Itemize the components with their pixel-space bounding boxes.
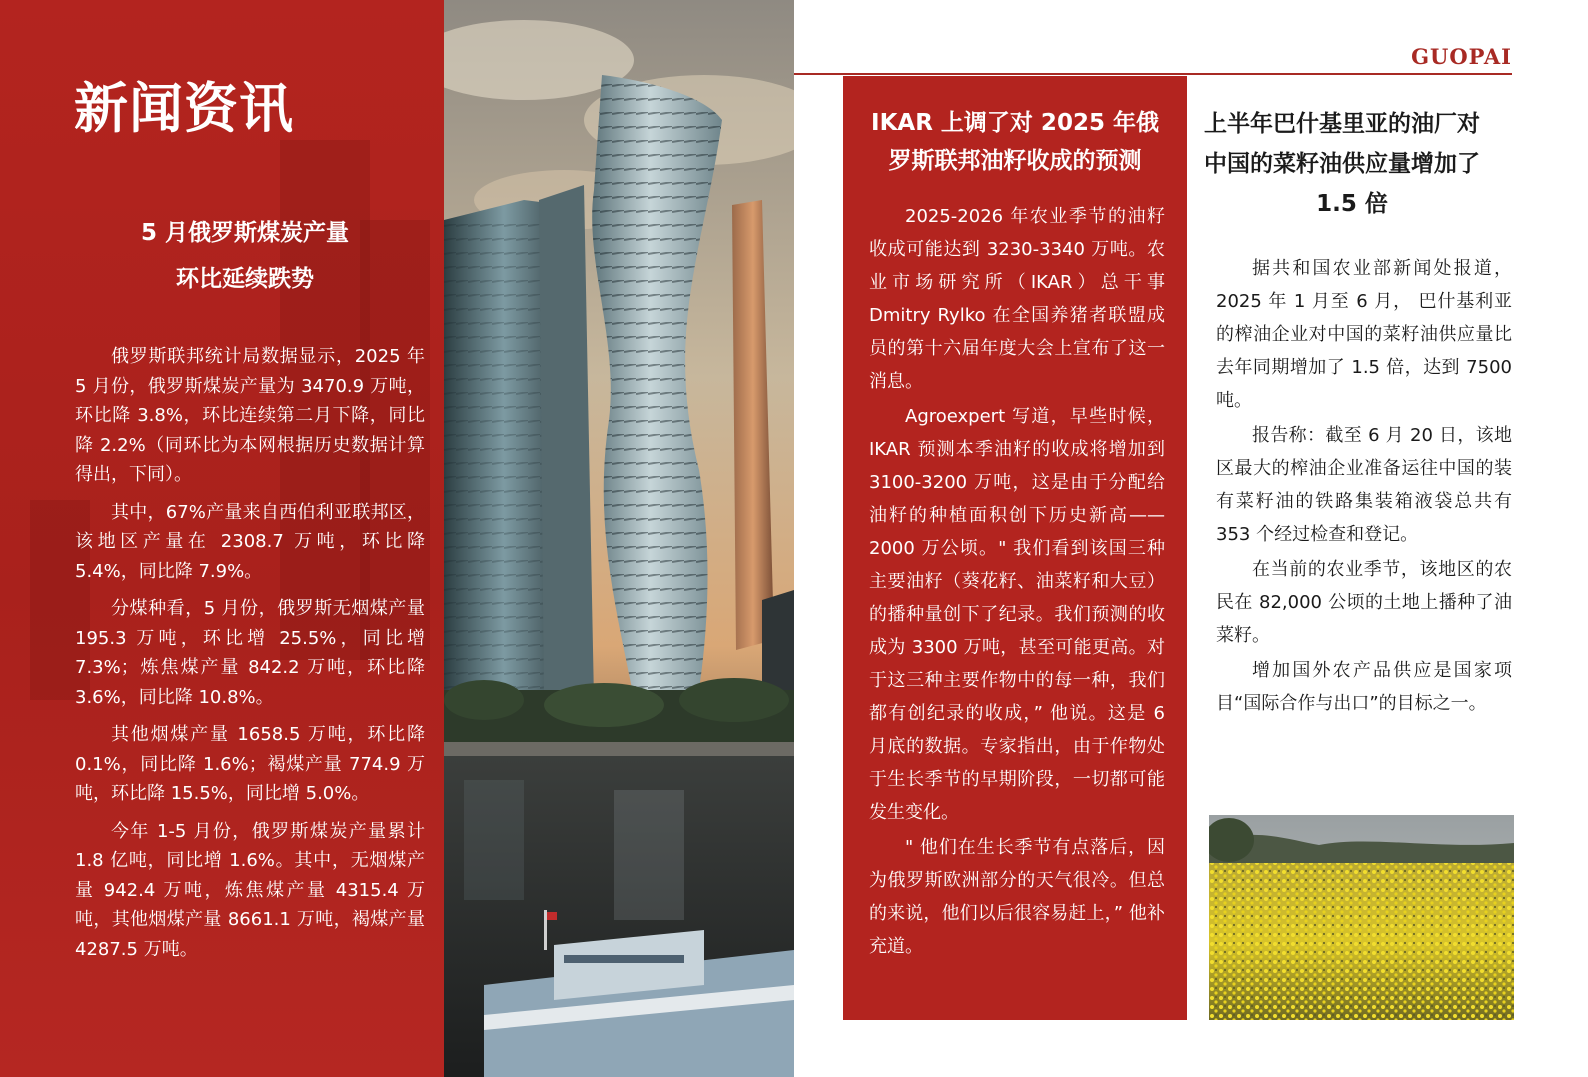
article-oilseed-panel: [843, 76, 1187, 1020]
article-oilseed-title: [843, 104, 1187, 180]
article-oilseed-paragraph: 2025-2026 年农业季节的油籽收成可能达到 3230-3340 万吨。农业市场研究所（IKAR）总干事 Dmitry Rylko 在全国养猪者联盟成员的第十六届年度大会上宣布了这一消息。: [869, 206, 1165, 392]
article-rapeseed-paragraph: 据共和国农业部新闻处报道，2025 年 1 月至 6 月， 巴什基利亚的榨油企业对中国的菜籽油供应量比去年同期增加了 1.5 倍，达到 7500 吨。: [1216, 258, 1512, 411]
article-coal-title-line2: 环比延续跌势: [176, 266, 314, 292]
section-title: 新闻资讯: [74, 77, 294, 140]
article-rapeseed-title-line2: 中国的菜籽油供应量增加了: [1204, 151, 1480, 177]
article-oilseed-title-line1: IKAR 上调了对 2025 年俄: [871, 110, 1159, 136]
rapeseed-field-photo: [1209, 815, 1514, 1020]
left-red-panel: [0, 0, 444, 1077]
article-oilseed-title-line2: 罗斯联邦油籽收成的预测: [888, 148, 1142, 174]
article-rapeseed-paragraph: 在当前的农业季节，该地区的农民在 82,000 公顷的土地上播种了油菜籽。: [1216, 559, 1512, 646]
article-oilseed-paragraph: " 他们在生长季节有点落后，因为俄罗斯欧洲部分的天气很冷。但总的来说，他们以后很容易赶上，” 他补充道。: [869, 837, 1165, 957]
article-coal-paragraph: 今年 1-5 月份，俄罗斯煤炭产量累计 1.8 亿吨，同比增 1.6%。其中，无烟煤产量 942.4 万吨，炼焦煤产量 4315.4 万吨，其他烟煤产量 8661.1 万吨，褐煤产量 4287.5 万吨。: [75, 820, 425, 960]
article-coal-paragraph: 其他烟煤产量 1658.5 万吨，环比降 0.1%，同比降 1.6%；褐煤产量 774.9 万吨，环比降 15.5%，同比增 5.0%。: [75, 724, 425, 804]
article-oilseed-body: [869, 200, 1165, 965]
article-coal-title-line1: 5 月俄罗斯煤炭产量: [140, 220, 349, 246]
article-coal-paragraph: 俄罗斯联邦统计局数据显示，2025 年 5 月份，俄罗斯煤炭产量为 3470.9 万吨，环比降 3.8%，环比连续第二月下降，同比降 2.2%（同环比为本网根据历史数据计算得出，下同）。: [75, 346, 425, 485]
brand-logo-text: GUOPAI: [1411, 44, 1512, 69]
article-coal-paragraph: 分煤种看，5 月份，俄罗斯无烟煤产量 195.3 万吨，环比增 25.5%，同比增 7.3%；炼焦煤产量 842.2 万吨，环比降 3.6%，同比降 10.8%。: [75, 598, 425, 708]
article-coal-paragraph: 其中，67%产量来自西伯利亚联邦区，该地区产量在 2308.7 万吨，环比降 5.4%，同比降 7.9%。: [75, 501, 425, 582]
article-coal-title: [30, 210, 444, 302]
header-divider: [794, 73, 1512, 75]
moscow-city-photo: [444, 0, 794, 1077]
article-rapeseed-title-line1: 上半年巴什基里亚的油厂对: [1204, 111, 1480, 137]
article-rapeseed-paragraph: 报告称：截至 6 月 20 日，该地区最大的榨油企业准备运往中国的装有菜籽油的铁路集装箱液袋总共有 353 个经过检查和登记。: [1216, 425, 1512, 545]
article-oilseed-paragraph: Agroexpert 写道，早些时候，IKAR 预测本季油籽的收成将增加到 3100-3200 万吨，这是由于分配给油籽的种植面积创下历史新高—— 2000 万公顷。" 我们看到该国三种主要油籽（葵花籽、油菜籽和大豆）的播种量创下了纪录。我们预测的收成为 3300 万吨，甚至可能更高。对于这三种主要作物中的每一种，我们都有创纪录的收成，” 他说。这是 6 月底的数据。专家指出，由于作物处于生长季节的早期阶段，一切都可能发生变化。: [869, 406, 1165, 823]
article-rapeseed-body: [1216, 252, 1512, 722]
article-rapeseed-title-line3: 1.5 倍: [1316, 191, 1388, 217]
article-rapeseed-title: [1204, 104, 1516, 224]
article-rapeseed-paragraph: 增加国外农产品供应是国家项目“国际合作与出口”的目标之一。: [1216, 660, 1512, 714]
article-coal-body: [75, 342, 425, 972]
